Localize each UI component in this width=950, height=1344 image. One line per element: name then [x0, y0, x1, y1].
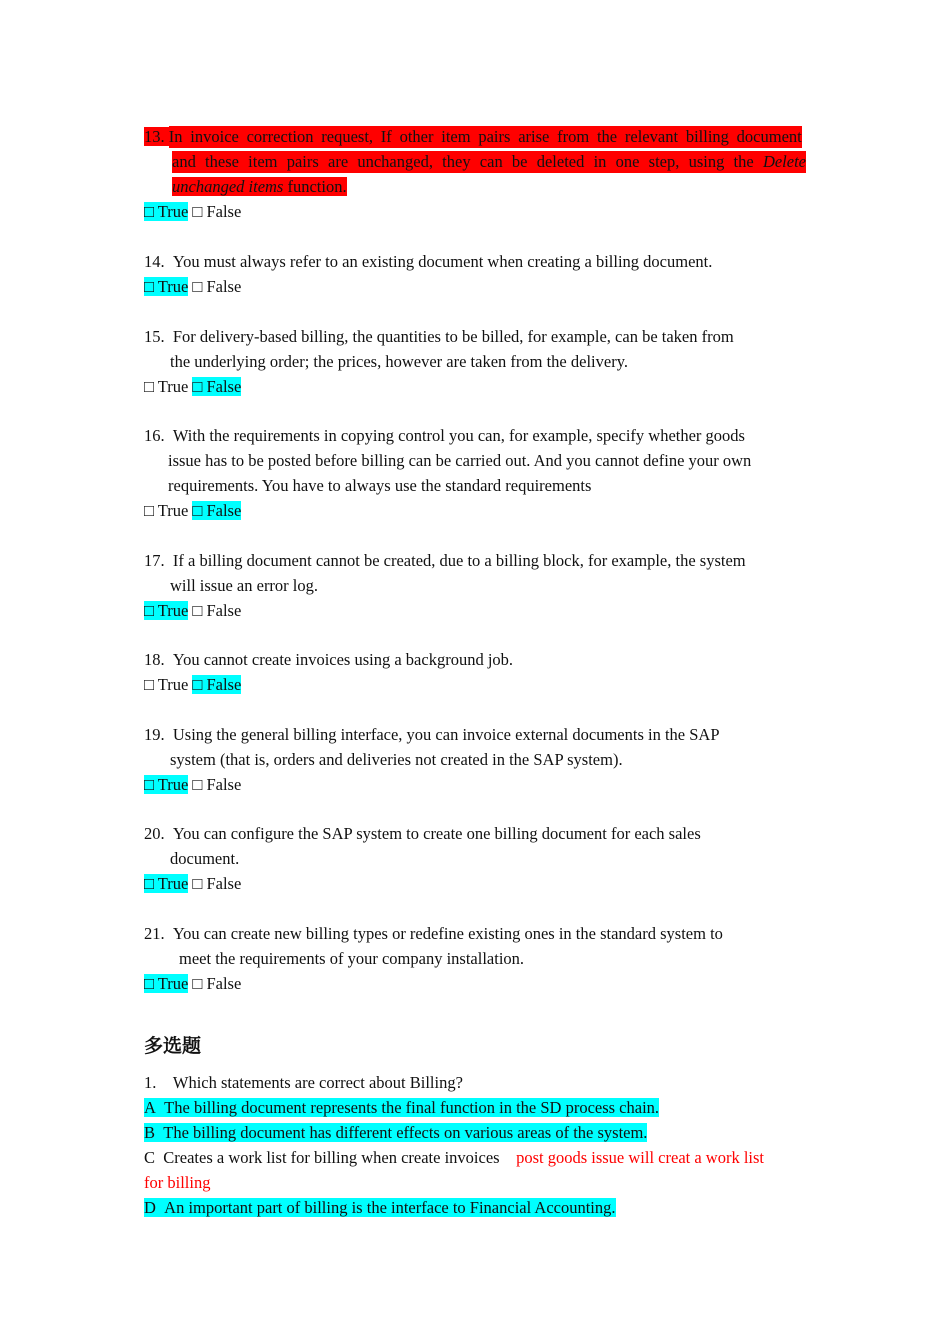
- question-21-text-2: meet the requirements of your company installation.: [179, 949, 525, 968]
- question-17-line-1: [144, 550, 746, 574]
- question-19-answers: [144, 774, 241, 798]
- question-20-false-option[interactable]: □ False: [192, 874, 242, 893]
- question-15-line-1: [144, 326, 734, 350]
- mc-option-d-text: An important part of billing is the interface to Financial Accounting.: [164, 1198, 616, 1217]
- question-21-true-option[interactable]: □ True: [144, 974, 189, 993]
- question-16-line-1: [144, 425, 745, 449]
- question-13-number: 13.: [144, 127, 165, 146]
- mc-question-number: 1.: [144, 1073, 157, 1092]
- mc-option-a[interactable]: [144, 1097, 659, 1121]
- mc-question-1: [144, 1072, 463, 1096]
- question-20-text-2: document.: [170, 849, 240, 868]
- question-21-answers: [144, 973, 241, 997]
- question-21-false-option[interactable]: □ False: [192, 974, 242, 993]
- question-20-line-2: [170, 848, 239, 872]
- question-19-text-1: Using the general billing interface, you can invoice external documents in the SAP: [172, 725, 720, 744]
- mc-option-c-letter: C: [144, 1148, 156, 1167]
- question-13-answers: [144, 201, 241, 225]
- mc-option-c-note-line: [144, 1172, 210, 1196]
- question-16-false-option[interactable]: □ False: [192, 501, 242, 520]
- question-20-text-1: You can configure the SAP system to create one billing document for each sales: [172, 824, 701, 843]
- question-13-true-option[interactable]: □ True: [144, 202, 189, 221]
- mc-option-b[interactable]: [144, 1122, 647, 1146]
- question-15-text-1: For delivery-based billing, the quantities to be billed, for example, can be taken from: [172, 327, 734, 346]
- question-15-line-2: [170, 351, 628, 375]
- question-19-true-option[interactable]: □ True: [144, 775, 189, 794]
- question-21-text-1: You can create new billing types or redefine existing ones in the standard system to: [172, 924, 723, 943]
- question-19-line-1: [144, 724, 720, 748]
- question-13-line-1: [144, 126, 806, 150]
- question-19-false-option[interactable]: □ False: [192, 775, 242, 794]
- question-13-line-2: [172, 151, 806, 175]
- question-18-true-option[interactable]: □ True: [144, 675, 189, 694]
- question-14-false-option[interactable]: □ False: [192, 277, 242, 296]
- question-16-line-2: [168, 450, 751, 474]
- question-17-answers: [144, 600, 241, 624]
- question-15-number: 15.: [144, 327, 165, 346]
- mc-option-a-letter: A: [144, 1098, 156, 1117]
- question-17-line-2: [170, 575, 318, 599]
- question-16-text-2: issue has to be posted before billing can be carried out. And you cannot define your own: [168, 451, 752, 470]
- question-13-line-3: [172, 176, 347, 200]
- mc-option-c-text: Creates a work list for billing when create invoices: [163, 1148, 500, 1167]
- question-14-true-option[interactable]: □ True: [144, 277, 189, 296]
- question-17-text-1: If a billing document cannot be created, due to a billing block, for example, the system: [172, 551, 746, 570]
- section-heading: 多选题: [144, 1035, 202, 1057]
- question-16-line-3: [168, 475, 591, 499]
- question-21-line-1: [144, 923, 723, 947]
- question-13-italic-a: Delete: [762, 152, 806, 171]
- question-18-false-option[interactable]: □ False: [192, 675, 242, 694]
- question-16-text-3: requirements. You have to always use the standard requirements: [168, 476, 592, 495]
- question-15-answers: [144, 376, 241, 400]
- question-14-number: 14.: [144, 252, 165, 271]
- question-15-true-option[interactable]: □ True: [144, 377, 189, 396]
- question-21-line-2: [179, 948, 524, 972]
- mc-option-b-text: The billing document has different effects on various areas of the system.: [163, 1123, 648, 1142]
- question-15-text-2: the underlying order; the prices, however are taken from the delivery.: [170, 352, 628, 371]
- mc-option-c-note-1: post goods issue will creat a work list: [516, 1148, 765, 1167]
- question-13-text-2: and these item pairs are unchanged, they can be deleted in one step, using the: [172, 152, 754, 171]
- question-16-answers: [144, 500, 241, 524]
- question-17-true-option[interactable]: □ True: [144, 601, 189, 620]
- question-16-text-1: With the requirements in copying control you can, for example, specify whether goods: [172, 426, 745, 445]
- mc-option-b-letter: B: [144, 1123, 156, 1142]
- question-16-number: 16.: [144, 426, 165, 445]
- question-20-number: 20.: [144, 824, 165, 843]
- question-14-text: You must always refer to an existing document when creating a billing document.: [172, 252, 713, 271]
- mc-option-d[interactable]: [144, 1197, 616, 1221]
- question-20-answers: [144, 873, 241, 897]
- question-18-number: 18.: [144, 650, 165, 669]
- question-17-number: 17.: [144, 551, 165, 570]
- question-20-true-option[interactable]: □ True: [144, 874, 189, 893]
- mc-option-d-letter: D: [144, 1198, 156, 1217]
- question-15-false-option[interactable]: □ False: [192, 377, 242, 396]
- question-18-text: You cannot create invoices using a background job.: [172, 650, 514, 669]
- question-13-false-option[interactable]: □ False: [192, 202, 242, 221]
- question-14-line-1: [144, 251, 712, 275]
- question-13-text-3: function.: [287, 177, 347, 196]
- mc-option-a-text: The billing document represents the final function in the SD process chain.: [164, 1098, 660, 1117]
- question-16-true-option[interactable]: □ True: [144, 501, 189, 520]
- question-13-italic-b: unchanged items: [172, 177, 284, 196]
- question-18-answers: [144, 674, 241, 698]
- question-21-number: 21.: [144, 924, 165, 943]
- question-20-line-1: [144, 823, 701, 847]
- mc-option-c-note-2: for billing: [144, 1173, 211, 1192]
- question-19-number: 19.: [144, 725, 165, 744]
- question-19-line-2: [170, 749, 623, 773]
- mc-question-text: Which statements are correct about Billing?: [172, 1073, 463, 1092]
- question-17-false-option[interactable]: □ False: [192, 601, 242, 620]
- question-14-answers: [144, 276, 241, 300]
- mc-option-c[interactable]: [144, 1147, 764, 1171]
- question-13-text: In invoice correction request, If other item pairs arise from the relevant billing document: [168, 127, 802, 146]
- question-18-line-1: [144, 649, 513, 673]
- question-17-text-2: will issue an error log.: [170, 576, 319, 595]
- question-19-text-2: system (that is, orders and deliveries not created in the SAP system).: [170, 750, 623, 769]
